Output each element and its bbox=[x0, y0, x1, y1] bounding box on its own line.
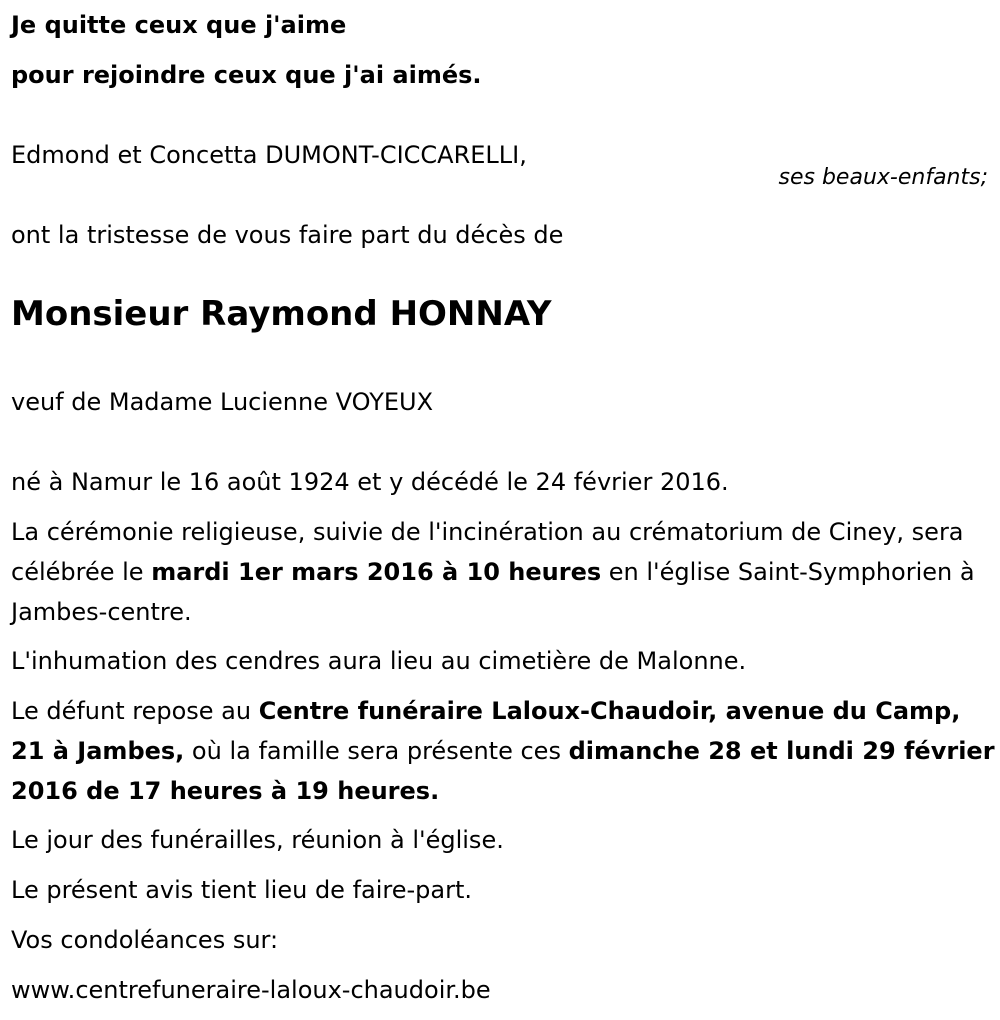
repose-place: Centre funéraire Laloux-Chaudoir, avenue du Camp, 21 à Jambes, bbox=[11, 697, 961, 765]
repose-text-middle: où la famille sera présente ces bbox=[184, 737, 569, 765]
ceremony-text-before: La cérémonie religieuse, suivie de l'incinération au crématorium de Ciney, sera célébrée le bbox=[11, 518, 964, 586]
ceremony-datetime: mardi 1er mars 2016 à 10 heures bbox=[151, 558, 602, 586]
family-relation: ses beaux-enfants; bbox=[778, 165, 988, 190]
ceremony-paragraph bbox=[11, 512, 996, 632]
family-names: Edmond et Concetta DUMONT-CICCARELLI, bbox=[11, 141, 527, 169]
birth-death-text: né à Namur le 16 août 1924 et y décédé le 24 février 2016. bbox=[11, 468, 729, 496]
announcement-text: ont la tristesse de vous faire part du décès de bbox=[11, 221, 564, 249]
widower-text: veuf de Madame Lucienne VOYEUX bbox=[11, 388, 434, 416]
epitaph-line-2: pour rejoindre ceux que j'ai aimés. bbox=[11, 61, 482, 89]
condolences-url[interactable]: www.centrefuneraire-laloux-chaudoir.be bbox=[11, 976, 491, 1004]
funeral-day-text: Le jour des funérailles, réunion à l'église. bbox=[11, 826, 504, 854]
ceremony-text-after: en l'église Saint-Symphorien à Jambes-centre. bbox=[11, 558, 975, 626]
epitaph-line-1: Je quitte ceux que j'aime bbox=[11, 11, 347, 39]
deceased-name: Monsieur Raymond HONNAY bbox=[11, 294, 552, 334]
notice-text: Le présent avis tient lieu de faire-part. bbox=[11, 876, 473, 904]
condolences-label: Vos condoléances sur: bbox=[11, 926, 279, 954]
repose-dates: dimanche 28 et lundi 29 février 2016 de 17 heures à 19 heures. bbox=[11, 737, 995, 805]
repose-text-before: Le défunt repose au bbox=[11, 697, 259, 725]
repose-paragraph bbox=[11, 691, 996, 811]
inhumation-text: L'inhumation des cendres aura lieu au cimetière de Malonne. bbox=[11, 647, 747, 675]
